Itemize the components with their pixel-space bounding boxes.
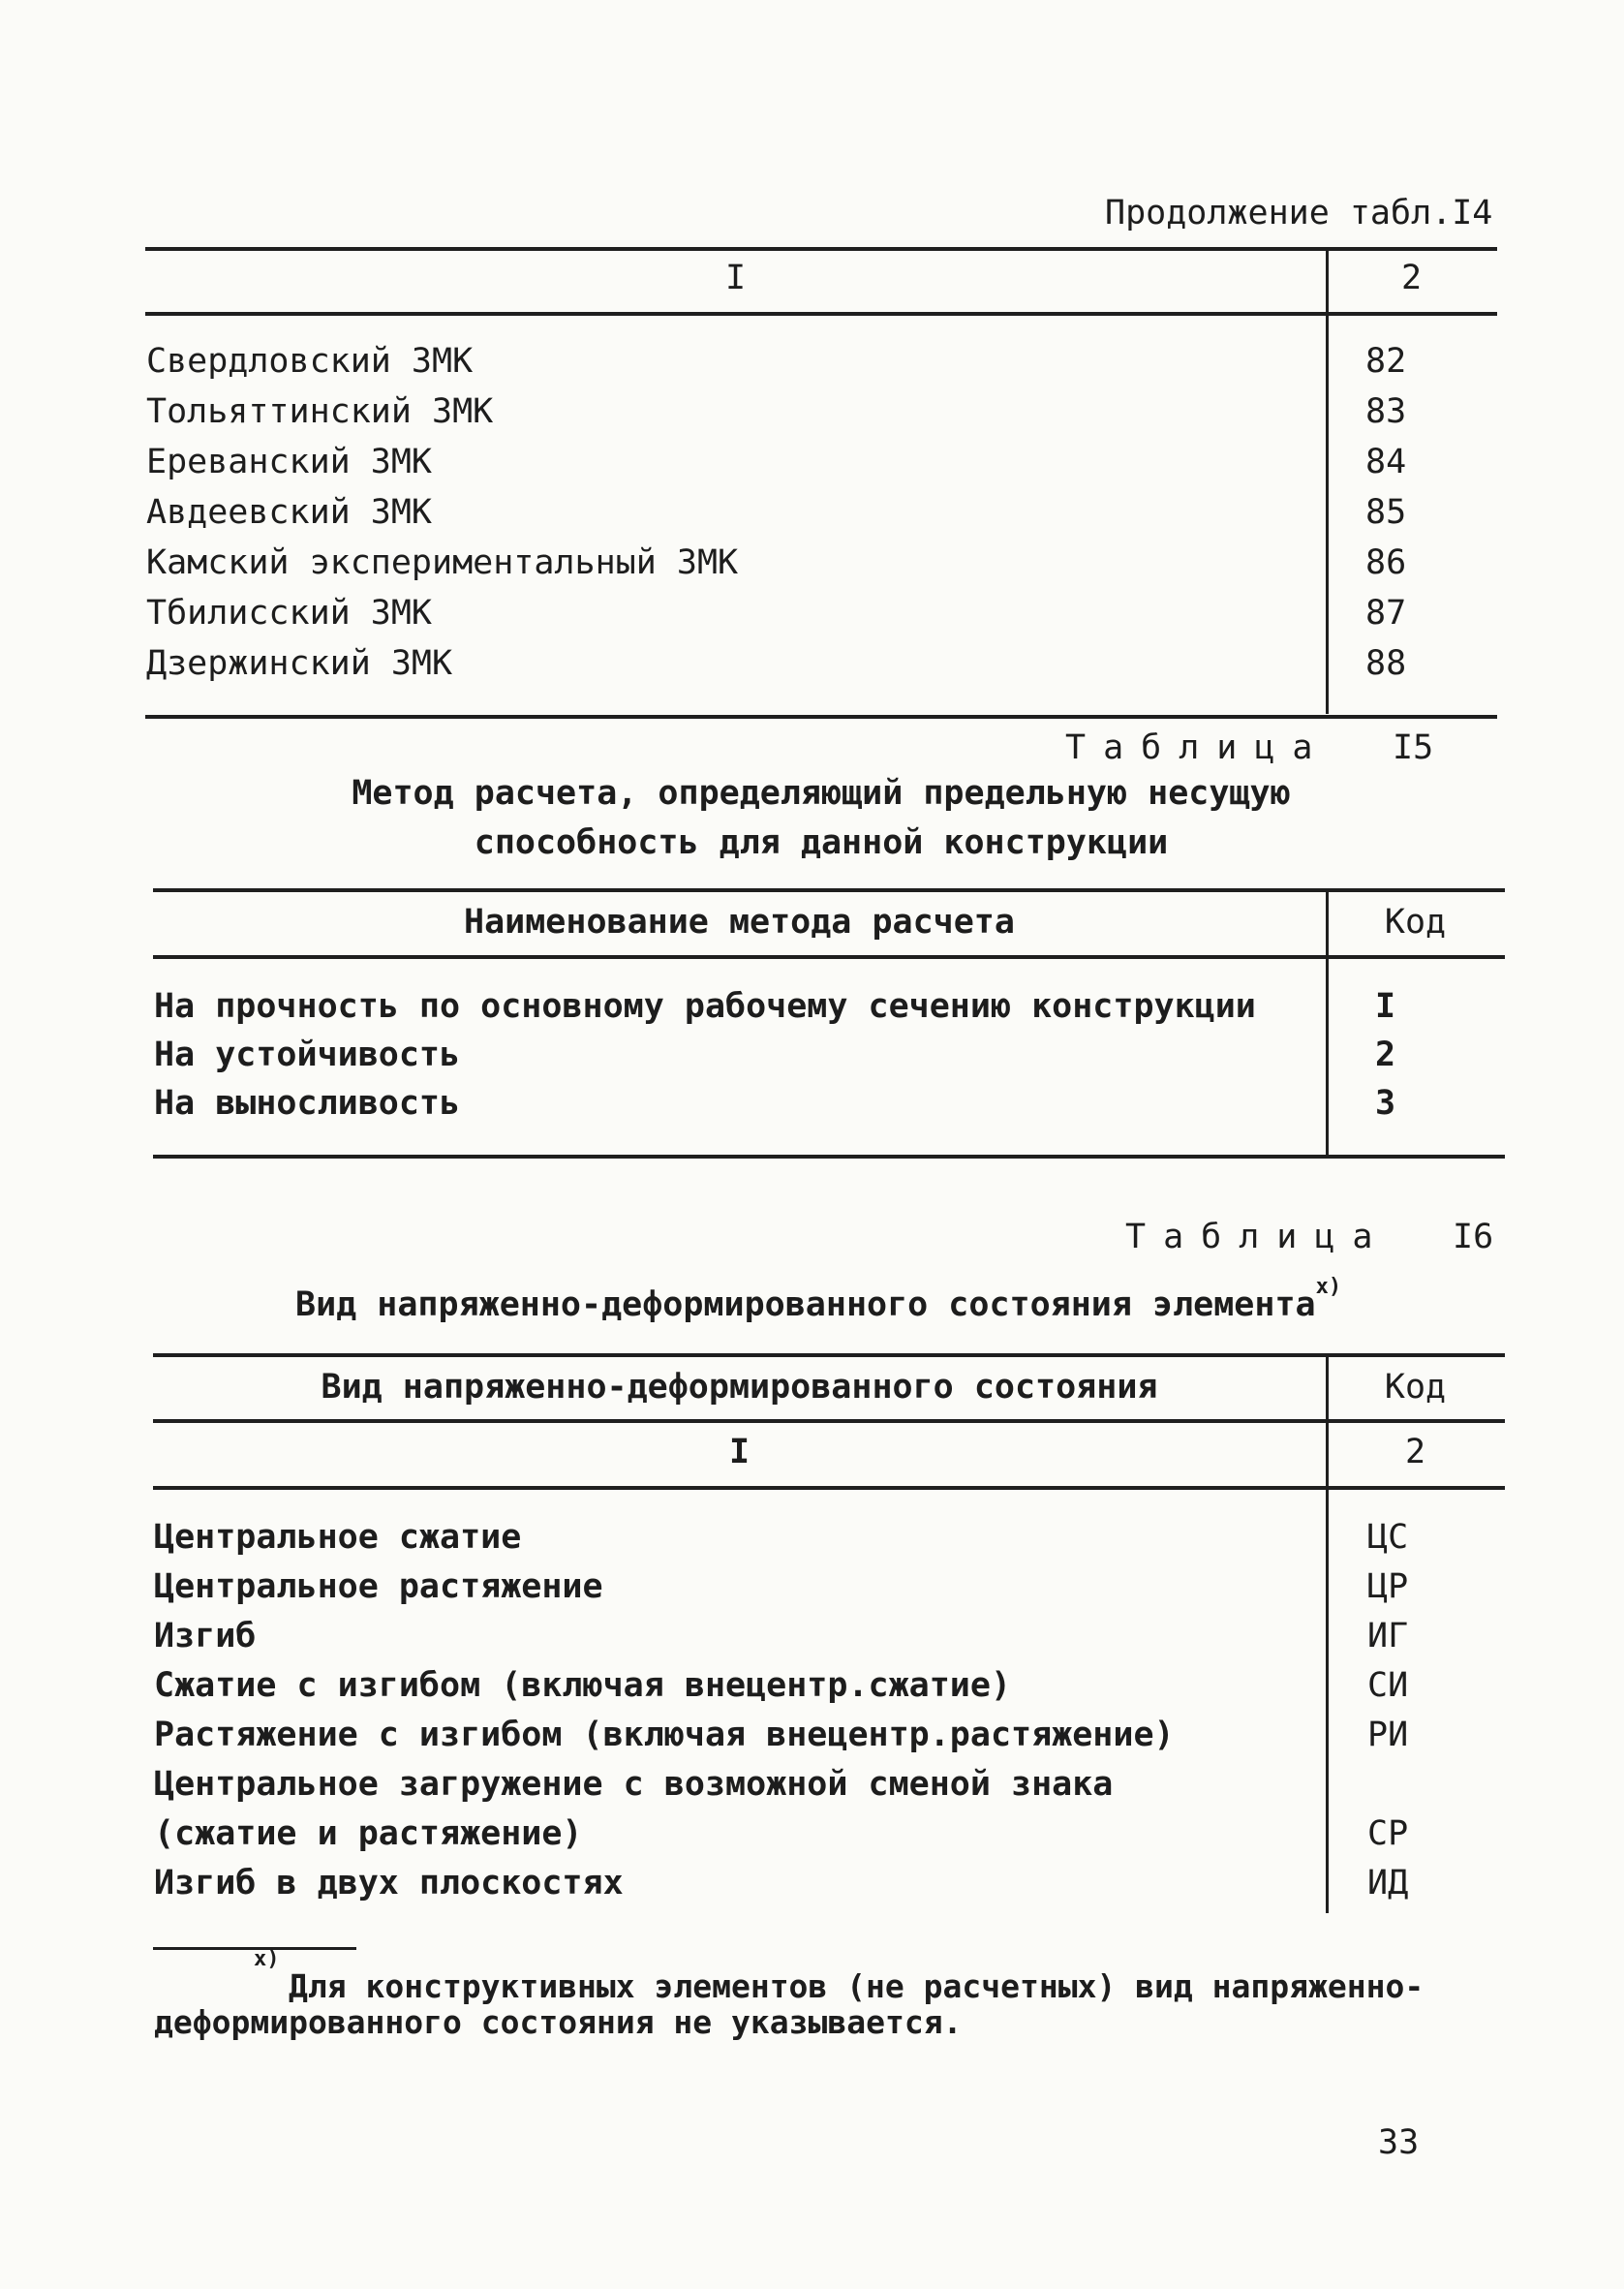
t16-label: Таблица xyxy=(1125,1218,1391,1256)
state-code: ИГ xyxy=(1367,1617,1409,1655)
plant-name: Свердловский ЗМК xyxy=(146,342,474,381)
plant-name: Авдеевский ЗМК xyxy=(146,493,433,532)
plant-code: 86 xyxy=(1365,543,1407,582)
table-row xyxy=(154,1038,460,1072)
state-name: Центральное сжатие xyxy=(154,1518,522,1557)
table-row xyxy=(1367,1617,1409,1655)
t15-title-line1: Метод расчета, определяющий предельную несущую xyxy=(352,774,1291,813)
table-row xyxy=(1367,1518,1409,1557)
table-row xyxy=(1375,987,1396,1026)
table-row xyxy=(1375,1084,1396,1123)
footnote-line2: деформированного состояния не указывается. xyxy=(154,2003,963,2041)
t16-col2-number: 2 xyxy=(1404,1433,1426,1471)
state-code: ЦС xyxy=(1367,1518,1409,1557)
method-name: На устойчивость xyxy=(154,1036,461,1074)
state-code: СР xyxy=(1367,1814,1409,1853)
t16-top-rule xyxy=(153,1353,1505,1357)
table-row xyxy=(1365,594,1407,633)
table-row xyxy=(154,1617,257,1655)
t16-title xyxy=(295,1275,1342,1324)
table-row xyxy=(1367,1567,1409,1606)
plant-code: 84 xyxy=(1365,443,1407,481)
table-row xyxy=(1365,543,1407,582)
table-row xyxy=(146,493,433,532)
plant-name: Тбилисский ЗМК xyxy=(146,594,433,633)
t14-top-rule xyxy=(145,247,1497,251)
plant-name: Камский экспериментальный ЗМК xyxy=(146,543,739,582)
table-row xyxy=(1367,1814,1409,1853)
state-name: Растяжение с изгибом (включая внецентр.растяжение) xyxy=(154,1716,1175,1754)
footnote-mark: x) xyxy=(254,1947,280,1971)
table-row xyxy=(154,1084,461,1123)
table-row xyxy=(1365,342,1407,381)
table-row xyxy=(146,543,739,582)
table-row xyxy=(154,1864,624,1902)
footnote-line1: Для конструктивных элементов (не расчетных) вид напряженно- xyxy=(289,1967,1425,2005)
state-code: РИ xyxy=(1367,1716,1409,1754)
table-row xyxy=(1367,1718,1408,1752)
table-row xyxy=(146,342,474,381)
t14-column-divider xyxy=(1326,249,1329,714)
table-row xyxy=(146,594,433,633)
table-row xyxy=(1375,1038,1395,1072)
page-number: 33 xyxy=(1378,2123,1420,2162)
method-code: 2 xyxy=(1375,1036,1396,1074)
t15-title-line2: способность для данной конструкции xyxy=(474,823,1169,862)
table-row xyxy=(154,1567,603,1606)
table-row xyxy=(154,1718,1175,1752)
plant-name: Тольяттинский ЗМК xyxy=(146,392,494,431)
table-row xyxy=(154,987,1256,1026)
table-row xyxy=(1367,1864,1409,1902)
method-name: На выносливость xyxy=(154,1084,461,1123)
t16-col2-header: Код xyxy=(1384,1368,1447,1407)
t15-label: Таблица xyxy=(1065,728,1331,767)
table-row xyxy=(146,644,453,683)
t15-col1-header: Наименование метода расчета xyxy=(464,903,1015,942)
t16-number: I6 xyxy=(1453,1218,1494,1256)
t16-title-text: Вид напряженно-деформированного состояния элемента xyxy=(295,1285,1316,1324)
t15-bottom-rule xyxy=(153,1155,1505,1159)
t16-col1-number: I xyxy=(728,1433,751,1471)
continuation-label: Продолжение табл.I4 xyxy=(1105,194,1493,232)
table-row xyxy=(146,443,433,481)
t14-header-rule xyxy=(145,312,1497,316)
table-row xyxy=(1365,644,1407,683)
table-row xyxy=(1367,1666,1409,1705)
t16-number-rule xyxy=(153,1486,1505,1490)
table-row xyxy=(1365,493,1407,532)
t16-col1-header: Вид напряженно-деформированного состояния xyxy=(321,1368,1158,1407)
t15-col2-header: Код xyxy=(1384,903,1447,942)
plant-code: 82 xyxy=(1365,342,1407,381)
plant-code: 88 xyxy=(1365,644,1407,683)
t15-header-rule xyxy=(153,955,1505,959)
t15-top-rule xyxy=(153,888,1505,892)
state-code: ИД xyxy=(1367,1864,1409,1902)
table-row xyxy=(154,1765,1114,1804)
plant-code: 87 xyxy=(1365,594,1407,633)
state-name: Изгиб в двух плоскостях xyxy=(154,1864,624,1902)
table-row xyxy=(154,1518,522,1557)
plant-code: 85 xyxy=(1365,493,1407,532)
t14-col2-number: 2 xyxy=(1400,259,1423,297)
method-code: I xyxy=(1375,987,1396,1026)
method-code: 3 xyxy=(1375,1084,1396,1123)
t16-footnote-mark: x) xyxy=(1315,1275,1342,1299)
plant-name: Дзержинский ЗМК xyxy=(146,644,453,683)
method-name: На прочность по основному рабочему сечению конструкции xyxy=(154,987,1256,1026)
plant-code: 83 xyxy=(1365,392,1407,431)
table-row xyxy=(154,1814,583,1853)
state-code: ЦР xyxy=(1367,1567,1409,1606)
t16-header-rule xyxy=(153,1419,1505,1423)
table-row xyxy=(154,1666,1012,1705)
t15-number: I5 xyxy=(1393,728,1434,767)
state-name: Сжатие с изгибом (включая внецентр.сжатие) xyxy=(154,1666,1012,1705)
t14-bottom-rule xyxy=(145,715,1497,719)
plant-name: Ереванский ЗМК xyxy=(146,443,433,481)
state-name: (сжатие и растяжение) xyxy=(154,1814,583,1853)
t14-col1-number: I xyxy=(724,259,747,297)
table-row xyxy=(1365,392,1407,431)
state-name: Центральное загружение с возможной сменой знака xyxy=(154,1765,1114,1804)
table-row xyxy=(1365,443,1407,481)
state-name: Изгиб xyxy=(154,1617,257,1655)
state-name: Центральное растяжение xyxy=(154,1567,603,1606)
table-row xyxy=(146,392,494,431)
state-code: СИ xyxy=(1367,1666,1409,1705)
